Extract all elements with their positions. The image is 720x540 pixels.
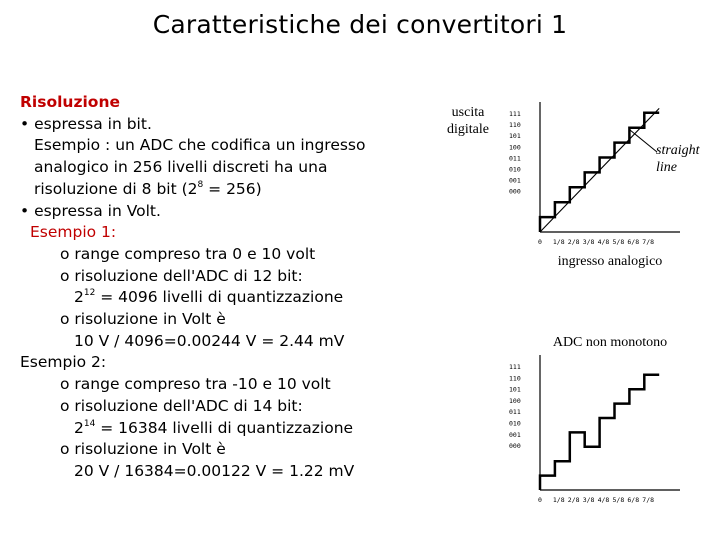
y-tick-label: 000 <box>509 442 521 451</box>
text-run: = 4096 livelli di quantizzazione <box>95 288 344 307</box>
chart1-xlabel: ingresso analogico <box>557 254 663 269</box>
superscript: 12 <box>83 288 96 299</box>
slide-title: Caratteristiche dei convertitori 1 <box>152 10 568 39</box>
staircase-series <box>540 375 659 490</box>
y-tick-label: 000 <box>509 187 521 196</box>
y-tick-label: 111 <box>509 363 521 371</box>
bullet-bits: • espressa in bit. <box>20 114 152 133</box>
x-tick-label: 0 <box>538 238 542 246</box>
y-tick-label: 100 <box>509 396 521 405</box>
chart2-title: ADC non monotono <box>552 335 668 350</box>
example-line: analogico in 256 livelli discreti ha una <box>34 158 328 177</box>
x-tick-label: 4/8 <box>597 238 610 246</box>
superscript: 14 <box>83 418 96 429</box>
x-tick-label: 6/8 <box>627 496 640 504</box>
example2-item: o range compreso tra -10 e 10 volt <box>60 375 331 394</box>
example2-item: o risoluzione in Volt è <box>60 440 226 459</box>
example1-item: o risoluzione dell'ADC di 12 bit: <box>60 266 303 285</box>
x-tick-label: 5/8 <box>612 238 625 246</box>
text-run: 2 <box>74 418 84 437</box>
example2-item: o risoluzione dell'ADC di 14 bit: <box>60 396 303 415</box>
bullet-volts: • espressa in Volt. <box>20 201 161 220</box>
example1-item: o risoluzione in Volt è <box>60 310 226 329</box>
section-heading: Risoluzione <box>20 93 121 111</box>
example-line: Esempio : un ADC che codifica un ingresso <box>34 136 366 155</box>
example2-title: Esempio 2: <box>20 353 107 372</box>
x-tick-label: 2/8 <box>567 238 580 246</box>
x-tick-label: 5/8 <box>612 496 625 504</box>
x-tick-label: 4/8 <box>597 496 610 504</box>
chart1-annotation: straight line <box>656 143 700 175</box>
x-tick-label: 2/8 <box>567 496 580 504</box>
text-run: = 16384 livelli di quantizzazione <box>95 418 354 437</box>
x-tick-label: 1/8 <box>552 496 565 504</box>
y-tick-label: 100 <box>509 143 521 152</box>
y-tick-label: 110 <box>509 374 521 383</box>
x-tick-label: 1/8 <box>552 238 565 246</box>
superscript: 8 <box>197 179 204 190</box>
x-tick-label: 6/8 <box>627 238 640 246</box>
y-tick-label: 010 <box>509 419 521 428</box>
example1-title: Esempio 1: <box>30 223 117 242</box>
example1-item: o range compreso tra 0 e 10 volt <box>60 244 316 263</box>
x-tick-label: 3/8 <box>582 496 595 504</box>
y-tick-label: 001 <box>509 176 521 185</box>
text-run: risoluzione di 8 bit (2 <box>34 179 198 198</box>
y-tick-label: 011 <box>509 154 521 163</box>
y-tick-label: 110 <box>509 121 521 130</box>
y-tick-label: 011 <box>509 408 521 417</box>
x-tick-label: 7/8 <box>642 496 655 504</box>
x-tick-label: 3/8 <box>582 238 595 246</box>
y-tick-label: 111 <box>509 110 521 118</box>
text-run: = 256) <box>203 179 262 198</box>
y-tick-label: 101 <box>509 385 521 394</box>
example2-item: 20 V / 16384=0.00122 V = 1.22 mV <box>74 461 355 480</box>
x-tick-label: 0 <box>538 496 542 504</box>
y-tick-label: 101 <box>509 132 521 141</box>
y-tick-label: 010 <box>509 165 521 174</box>
example1-item: 10 V / 4096=0.00244 V = 2.44 mV <box>74 331 345 350</box>
chart1-ylabel: uscita digitale <box>447 105 489 137</box>
y-tick-label: 001 <box>509 430 521 439</box>
x-tick-label: 7/8 <box>642 238 655 246</box>
text-run: 2 <box>74 288 84 307</box>
